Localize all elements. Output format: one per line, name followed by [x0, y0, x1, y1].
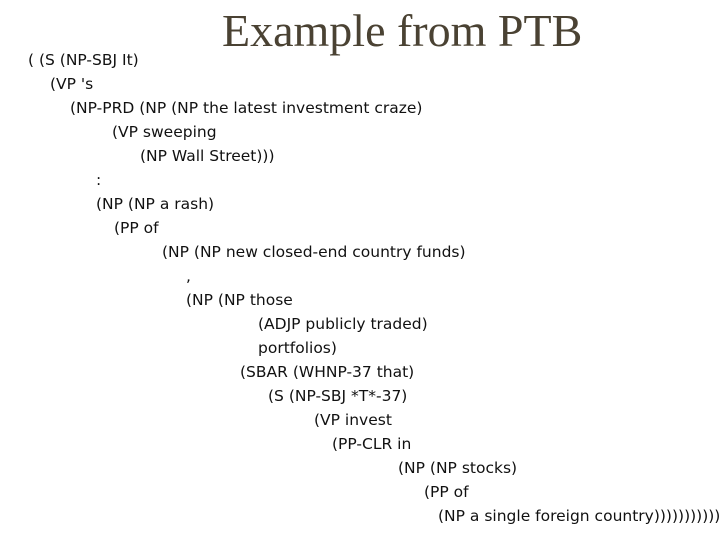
tree-line: (NP a single foreign country))))))))))) — [438, 507, 720, 525]
tree-line: (PP-CLR in — [332, 435, 412, 453]
tree-line: (NP-PRD (NP (NP the latest investment craze) — [70, 99, 423, 117]
slide-title: Example from PTB — [222, 5, 583, 56]
tree-line: (VP invest — [314, 411, 392, 429]
tree-line: : — [96, 171, 102, 189]
tree-line: (PP of — [424, 483, 469, 501]
tree-line: (ADJP publicly traded) — [258, 315, 428, 333]
tree-line: (NP (NP a rash) — [96, 195, 215, 213]
tree-line: (VP sweeping — [112, 123, 217, 141]
tree-line: ( (S (NP-SBJ It) — [28, 51, 139, 69]
tree-line: (NP Wall Street))) — [140, 147, 275, 165]
tree-line: , — [186, 267, 191, 285]
tree-line: (NP (NP stocks) — [398, 459, 518, 477]
tree-line: (NP (NP new closed-end country funds) — [162, 243, 466, 261]
tree-line: portfolios) — [258, 339, 337, 357]
tree-line: (S (NP-SBJ *T*-37) — [268, 387, 408, 405]
tree-line: (VP 's — [50, 75, 94, 93]
tree-line: (SBAR (WHNP-37 that) — [240, 363, 415, 381]
tree-line: (NP (NP those — [186, 291, 293, 309]
tree-line: (PP of — [114, 219, 159, 237]
